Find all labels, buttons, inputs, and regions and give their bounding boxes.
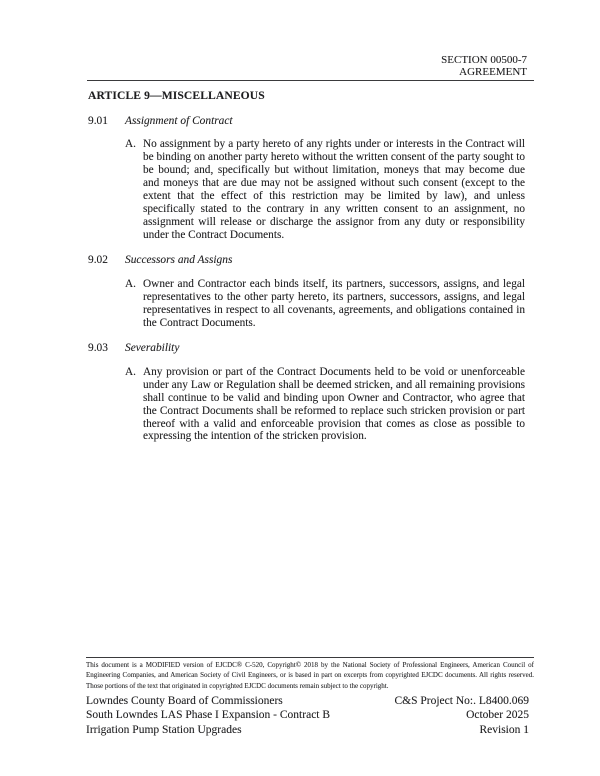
section-title: Successors and Assigns: [125, 254, 233, 267]
section-title: Severability: [125, 342, 180, 355]
clause-text: Owner and Contractor each binds itself, its partners, successors, assigns, and legal representatives to the other party hereto, its partners, successors, assigns, and legal representatives in respect to all covenants, agreements, and obligations contained in the Contract Documents.: [143, 278, 525, 329]
header-section-number: SECTION 00500-7: [441, 54, 527, 66]
section-heading: [88, 254, 525, 267]
clause: [125, 366, 525, 443]
footer-project-line: South Lowndes LAS Phase I Expansion - Contract B: [86, 709, 331, 722]
clause-label: A.: [125, 365, 136, 378]
page-footer-block: [86, 657, 534, 737]
footer-date: October 2025: [466, 709, 529, 722]
header-rule: [87, 80, 534, 81]
section-successors-and-assigns: [88, 254, 525, 329]
footer-project-meta: [395, 694, 535, 737]
section-title: Assignment of Contract: [125, 114, 233, 127]
section-heading: [88, 115, 525, 128]
footer-project-identity: [86, 694, 330, 737]
footer-owner-line: Lowndes County Board of Commissioners: [86, 695, 283, 708]
copyright-notice: This document is a MODIFIED version of EJCDC® C-520, Copyright© 2018 by the National Society of Professional Engineers, American Council of Engineering Companies, and American Society of Civil Engineers, or is based in part on excerpts from copyrighted EJCDC documents. All rights reserved. Those portions of the text that originated in copyrighted EJCDC documents remain subject to the copyright.: [86, 661, 534, 690]
clause: [125, 138, 525, 241]
clause-text: Any provision or part of the Contract Documents held to be void or unenforceable under any Law or Regulation shall be deemed stricken, and all remaining provisions shall continue to be valid and binding upon Owner and Contractor, who agree that the Contract Documents shall be reformed to replace such stricken provision or part thereof with a valid and enforceable provision that comes as close as possible to expressing the intention of the stricken provision.: [143, 365, 525, 443]
clause-label: A.: [125, 138, 136, 151]
clause-text: No assignment by a party hereto of any rights under or interests in the Contract will be binding on another party hereto without the written consent of the party sought to be bound; and, specifically but without limitation, moneys that may become due and moneys that are due may not be assigned without such consent (except to the extent that the effect of this restriction may be limited by law), and unless specifically stated to the contrary in any written consent to an assignment, no assignment will release or discharge the assignor from any duty or responsibility under the Contract Documents.: [143, 138, 525, 241]
clause: [125, 278, 525, 330]
page-header: [88, 0, 527, 78]
footer: [86, 694, 534, 737]
section-assignment-of-contract: [88, 115, 525, 242]
section-heading: [88, 342, 525, 355]
page-content: [88, 0, 525, 443]
section-number: 9.03: [88, 342, 108, 355]
section-number: 9.02: [88, 254, 108, 267]
footer-project-number: C&S Project No:. L8400.069: [394, 695, 529, 708]
footer-revision: Revision 1: [479, 723, 529, 736]
footer-scope-line: Irrigation Pump Station Upgrades: [86, 723, 242, 736]
clause-label: A.: [125, 278, 136, 291]
section-number: 9.01: [88, 114, 108, 127]
notice-rule: [86, 657, 534, 658]
header-doc-type: AGREEMENT: [459, 65, 527, 78]
article-title: ARTICLE 9—MISCELLANEOUS: [88, 89, 265, 103]
section-severability: [88, 342, 525, 443]
